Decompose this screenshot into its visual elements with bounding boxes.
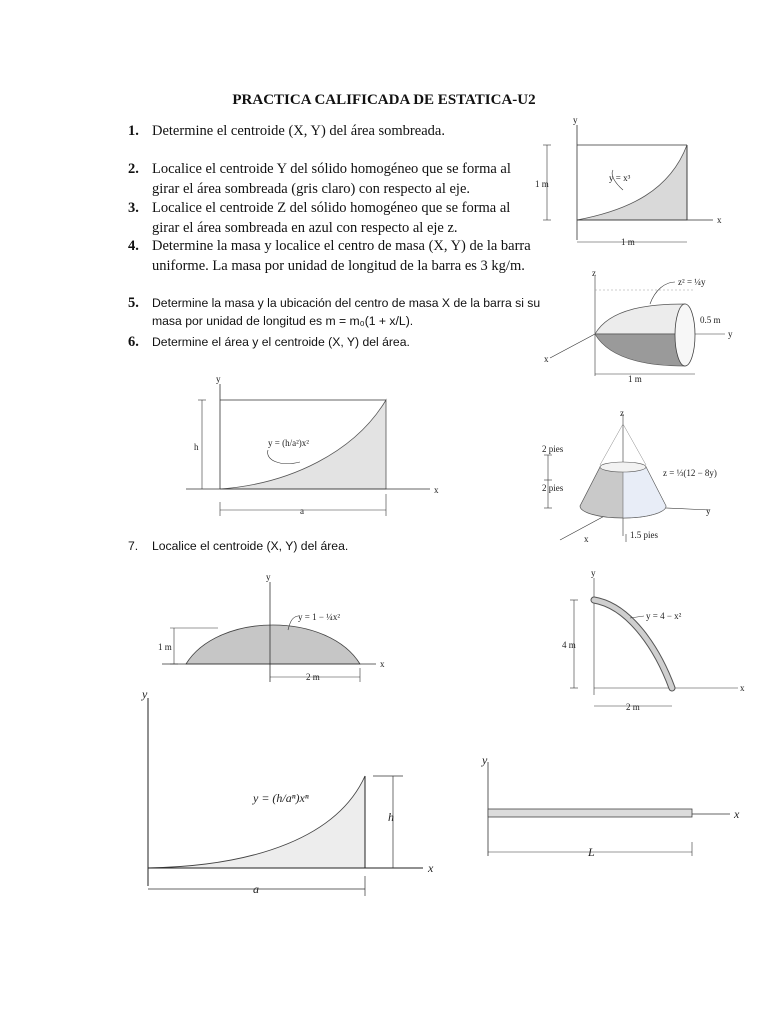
problem-number: 5.	[128, 295, 139, 311]
dimension-height-upper: 2 pies	[542, 444, 564, 454]
line-equation: z = ⅓(12 − 8y)	[663, 468, 717, 478]
axis-label-y: y	[728, 329, 733, 339]
problem-text: Determine la masa y la ubicación del centro de masa X de la barra si su masa por unidad de longitud es m = m₀(1 + x/L).	[152, 296, 541, 328]
figure-4	[560, 570, 760, 715]
figure-5	[478, 752, 758, 864]
problem-text: Localice el centroide Y del sólido homogéneo que se forma al girar el área sombreada (gris claro) con respecto al eje.	[152, 161, 511, 197]
figure-1	[535, 115, 735, 255]
dimension-width: 1 m	[621, 237, 635, 247]
dimension-width: 2 m	[626, 702, 640, 712]
axis-label-x: x	[584, 534, 589, 544]
curve-equation: y = (h/a²)x²	[268, 438, 309, 448]
problem-text: Localice el centroide Z del sólido homogéneo que se forma al girar el área sombreada en azul con respecto al eje z.	[152, 200, 511, 236]
axis-label-x: x	[717, 215, 722, 225]
figure-3	[540, 410, 740, 545]
axis-label-z: z	[620, 408, 624, 418]
axis-label-x: x	[428, 861, 434, 875]
figure-8	[138, 686, 448, 901]
figure-6	[180, 372, 455, 522]
curve-equation: y = (h/aⁿ)xⁿ	[253, 791, 309, 805]
problem-number: 3.	[128, 200, 139, 216]
dimension-width: 2 m	[306, 672, 320, 682]
curve-equation: y = 4 − x²	[646, 611, 682, 621]
problem-text: Determine el centroide (X, Y) del área sombreada.	[152, 123, 445, 139]
axis-label-y: y	[706, 506, 711, 516]
curve-equation: y = x³	[609, 173, 631, 183]
problem-number: 7.	[128, 539, 139, 553]
axis-label-y: y	[591, 568, 596, 578]
axis-label-x: x	[544, 354, 549, 364]
page-title: PRACTICA CALIFICADA DE ESTATICA-U2	[232, 92, 536, 108]
dimension-length: 1 m	[628, 374, 642, 384]
problem-number: 2.	[128, 161, 139, 177]
curve-equation: y = 1 − ¼x²	[298, 612, 341, 622]
dimension-height-lower: 2 pies	[542, 483, 564, 493]
dimension-a: a	[253, 882, 259, 896]
axis-label-x: x	[734, 807, 740, 821]
dimension-h: h	[194, 442, 199, 452]
problem-number: 4.	[128, 238, 139, 254]
dimension-h: h	[388, 810, 394, 824]
dimension-a: a	[300, 506, 304, 516]
dimension-height: 4 m	[562, 640, 576, 650]
problem-number: 1.	[128, 123, 139, 139]
axis-label-x: x	[740, 683, 745, 693]
problem-text: Determine el área y el centroide (X, Y) del área.	[152, 335, 410, 349]
dimension-height: 1 m	[535, 179, 549, 189]
figure-7	[158, 572, 398, 687]
axis-label-y: y	[482, 753, 488, 767]
axis-label-x: x	[434, 485, 439, 495]
axis-label-z: z	[592, 268, 596, 278]
problem-number: 6.	[128, 334, 139, 350]
dimension-length: L	[588, 845, 595, 859]
axis-label-y: y	[573, 115, 578, 125]
problem-text: Determine la masa y localice el centro de masa (X, Y) de la barra uniforme. La masa por unidad de longitud de la barra es 3 kg/m.	[152, 238, 531, 274]
problem-text: Localice el centroide (X, Y) del área.	[152, 539, 349, 553]
dimension-height: 1 m	[158, 642, 172, 652]
dimension-radius: 0.5 m	[700, 315, 721, 325]
figure-2	[540, 268, 740, 388]
axis-label-x: x	[380, 659, 385, 669]
axis-label-y: y	[142, 687, 148, 701]
curve-equation: z² = ¼y	[678, 277, 706, 287]
axis-label-y: y	[216, 374, 221, 384]
dimension-radius: 1.5 pies	[630, 530, 658, 540]
axis-label-y: y	[266, 572, 271, 582]
